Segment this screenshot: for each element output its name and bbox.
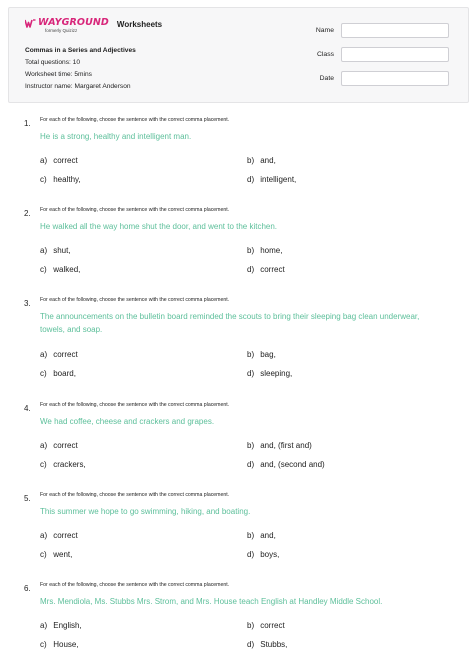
option-a[interactable] <box>40 246 71 255</box>
option-letter: b) <box>247 246 255 255</box>
option-b[interactable] <box>247 531 276 540</box>
option-letter: a) <box>40 350 48 359</box>
option-d[interactable] <box>247 550 279 559</box>
option-b[interactable] <box>247 246 282 255</box>
option-a[interactable] <box>40 531 78 540</box>
worksheet-header <box>8 7 469 103</box>
logo-subtitle: formerly Quizizz <box>45 28 78 33</box>
option-text: and, <box>260 531 276 540</box>
option-letter: b) <box>247 621 255 630</box>
question-number: 6. <box>24 584 31 593</box>
option-d[interactable] <box>247 369 292 378</box>
option-c[interactable] <box>40 460 86 469</box>
wayground-logo-icon <box>25 19 36 28</box>
option-text: and, <box>260 156 276 165</box>
option-d[interactable] <box>247 640 287 649</box>
question-sentence: He is a strong, healthy and intelligent man. <box>40 132 192 141</box>
question-instruction: For each of the following, choose the sentence with the correct comma placement. <box>40 582 230 588</box>
option-letter: b) <box>247 350 255 359</box>
question-instruction: For each of the following, choose the sentence with the correct comma placement. <box>40 297 230 303</box>
option-text: correct <box>53 350 78 359</box>
option-letter: a) <box>40 156 48 165</box>
date-field[interactable] <box>341 71 449 86</box>
option-text: correct <box>260 265 285 274</box>
option-text: boys, <box>260 550 280 559</box>
option-letter: d) <box>247 265 255 274</box>
option-letter: a) <box>40 246 48 255</box>
option-c[interactable] <box>40 369 76 378</box>
option-letter: a) <box>40 441 48 450</box>
class-field-row <box>316 47 449 62</box>
option-letter: d) <box>247 369 255 378</box>
option-b[interactable] <box>247 156 276 165</box>
option-letter: d) <box>247 460 255 469</box>
question-number: 4. <box>24 404 31 413</box>
date-label: Date <box>319 75 334 82</box>
option-letter: c) <box>40 640 47 649</box>
option-letter: c) <box>40 175 47 184</box>
brand <box>25 18 162 34</box>
question-instruction: For each of the following, choose the sentence with the correct comma placement. <box>40 402 230 408</box>
option-letter: c) <box>40 265 47 274</box>
option-letter: d) <box>247 550 255 559</box>
class-label: Class <box>317 51 334 58</box>
question-number: 2. <box>24 209 31 218</box>
option-b[interactable] <box>247 621 285 630</box>
question-sentence: Mrs. Mendiola, Ms. Stubbs Mrs. Strom, and Mrs. House teach English at Handley Middle School. <box>40 597 383 606</box>
option-text: correct <box>260 621 285 630</box>
question-instruction: For each of the following, choose the sentence with the correct comma placement. <box>40 492 230 498</box>
option-text: home, <box>260 246 283 255</box>
logo <box>25 18 109 34</box>
option-c[interactable] <box>40 175 81 184</box>
option-text: House, <box>53 640 79 649</box>
question-number: 5. <box>24 494 31 503</box>
total-questions: Total questions: 10 <box>25 59 80 66</box>
option-text: correct <box>53 441 78 450</box>
option-letter: c) <box>40 550 47 559</box>
option-letter: b) <box>247 156 255 165</box>
worksheet-title: Commas in a Series and Adjectives <box>25 47 136 54</box>
option-letter: c) <box>40 460 47 469</box>
option-b[interactable] <box>247 441 312 450</box>
question-instruction: For each of the following, choose the sentence with the correct comma placement. <box>40 207 230 213</box>
option-text: healthy, <box>53 175 81 184</box>
class-field[interactable] <box>341 47 449 62</box>
option-text: bag, <box>260 350 276 359</box>
option-text: English, <box>53 621 82 630</box>
option-c[interactable] <box>40 640 79 649</box>
option-text: Stubbs, <box>260 640 288 649</box>
name-field[interactable] <box>341 23 449 38</box>
option-letter: b) <box>247 441 255 450</box>
option-letter: a) <box>40 531 48 540</box>
option-a[interactable] <box>40 350 78 359</box>
option-text: walked, <box>53 265 81 274</box>
date-field-row <box>316 71 449 86</box>
option-a[interactable] <box>40 156 78 165</box>
question-instruction: For each of the following, choose the sentence with the correct comma placement. <box>40 117 230 123</box>
option-letter: d) <box>247 175 255 184</box>
option-d[interactable] <box>247 460 325 469</box>
question-number: 1. <box>24 119 31 128</box>
option-a[interactable] <box>40 621 82 630</box>
name-field-row <box>316 23 449 38</box>
option-text: intelligent, <box>260 175 297 184</box>
option-c[interactable] <box>40 265 80 274</box>
option-letter: b) <box>247 531 255 540</box>
question-sentence: We had coffee, cheese and crackers and grapes. <box>40 417 215 426</box>
question-number: 3. <box>24 299 31 308</box>
worksheet-meta <box>25 45 136 93</box>
option-text: crackers, <box>53 460 86 469</box>
option-text: correct <box>53 531 78 540</box>
option-d[interactable] <box>247 175 296 184</box>
option-b[interactable] <box>247 350 276 359</box>
instructor-name: Instructor name: Margaret Anderson <box>25 83 131 90</box>
option-text: sleeping, <box>260 369 293 378</box>
question-sentence: The announcements on the bulletin board reminded the scouts to bring their sleeping bag clean underwear, towels, and soap. <box>40 312 420 334</box>
option-text: and, (second and) <box>260 460 325 469</box>
option-d[interactable] <box>247 265 285 274</box>
option-letter: d) <box>247 640 255 649</box>
brand-title: Worksheets <box>116 20 163 29</box>
question-sentence: He walked all the way home shut the door, and went to the kitchen. <box>40 222 278 231</box>
question-sentence: This summer we hope to go swimming, hiking, and boating. <box>40 507 251 516</box>
option-letter: c) <box>40 369 47 378</box>
option-text: correct <box>53 156 78 165</box>
option-letter: a) <box>40 621 48 630</box>
option-c[interactable] <box>40 550 72 559</box>
option-a[interactable] <box>40 441 78 450</box>
option-text: and, (first and) <box>260 441 312 450</box>
option-text: board, <box>53 369 76 378</box>
worksheet-time: Worksheet time: 5mins <box>25 71 92 78</box>
logo-wordmark: WAYGROUND <box>38 17 109 28</box>
name-label: Name <box>315 27 334 34</box>
student-fields <box>316 23 449 95</box>
option-text: went, <box>53 550 73 559</box>
option-text: shut, <box>53 246 71 255</box>
